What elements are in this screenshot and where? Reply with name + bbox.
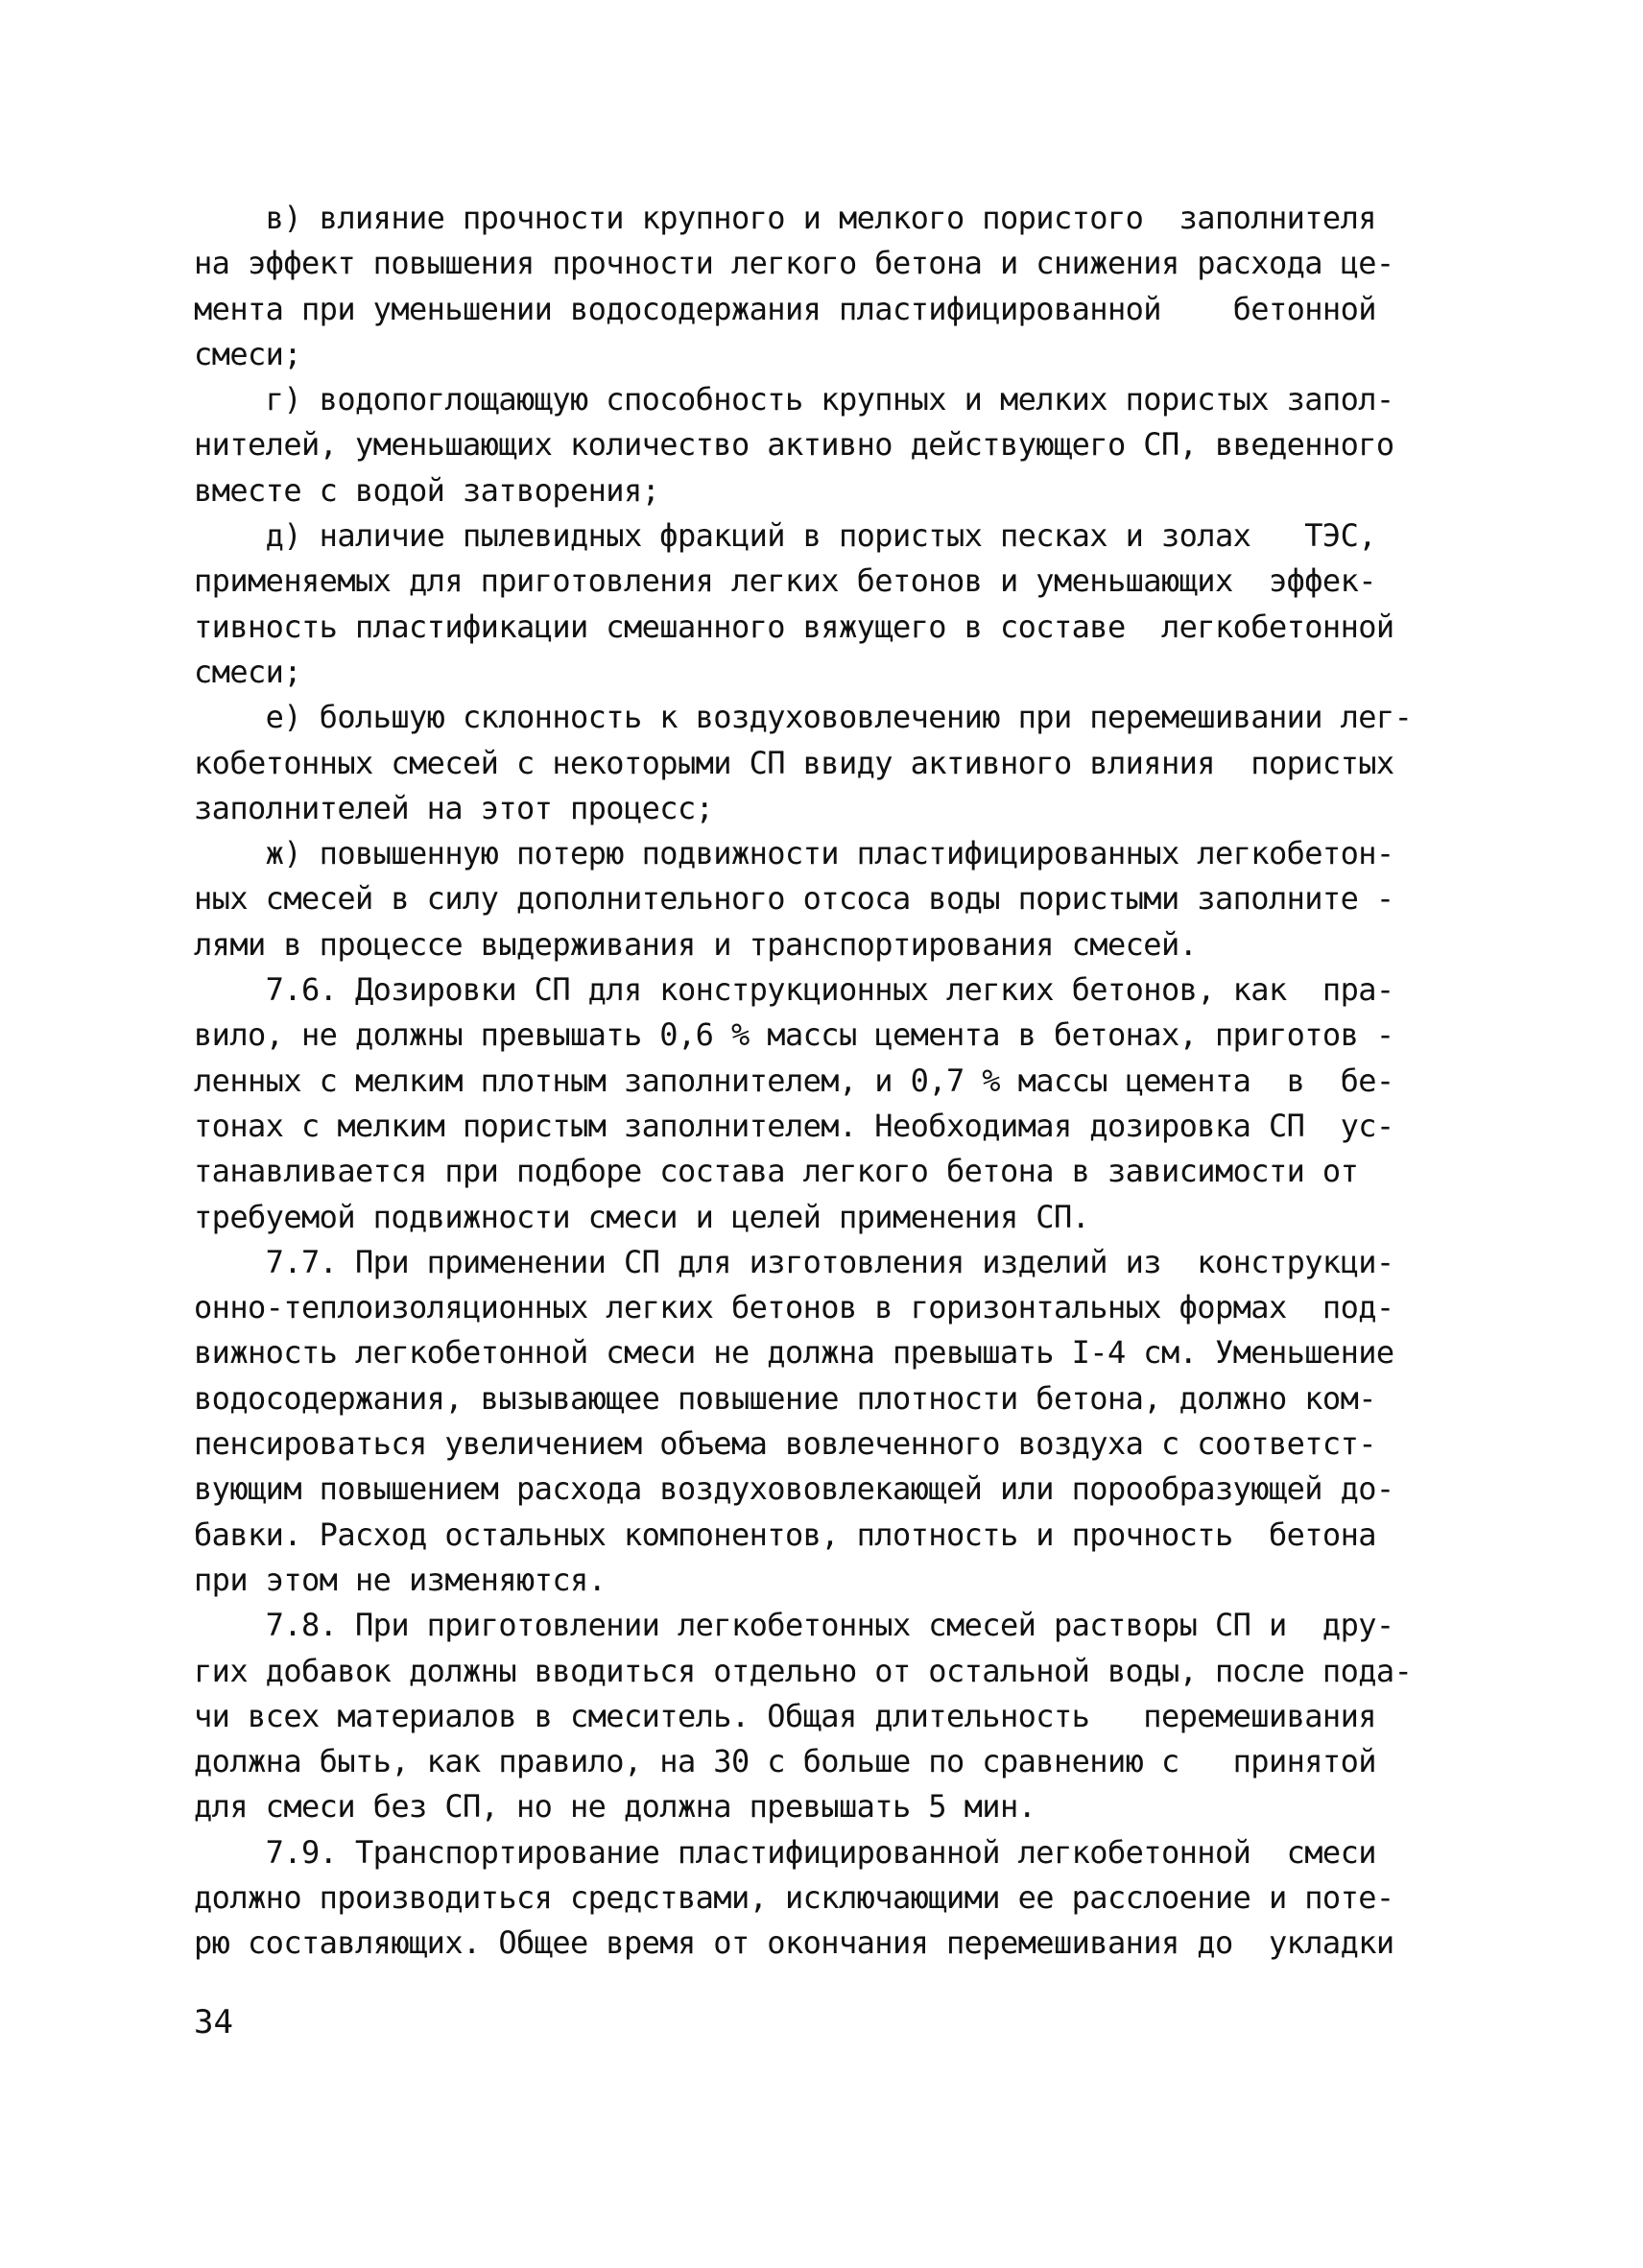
page-number: 34 (194, 2003, 233, 2041)
text-line: ж) повышенную потерю подвижности пластифицированных легкобетон- (194, 835, 1394, 872)
text-line: нителей, уменьшающих количество активно действующего СП, введенного (194, 426, 1394, 464)
text-line: танавливается при подборе состава легкого бетона в зависимости от (194, 1153, 1359, 1190)
document-body (194, 196, 1441, 1967)
text-line: ленных с мелким плотным заполнителем, и 0,7 % массы цемента в бе- (194, 1062, 1394, 1099)
text-line: тонах с мелким пористым заполнителем. Необходимая дозировка СП ус- (194, 1107, 1394, 1144)
text-line: заполнителей на этот процесс; (194, 789, 714, 826)
text-line: в) влияние прочности крупного и мелкого пористого заполнителя (194, 200, 1376, 236)
text-line: вижность легкобетонной смеси не должна превышать I-4 см. Уменьшение (194, 1334, 1394, 1372)
text-line: кобетонных смесей с некоторыми СП ввиду активного влияния пористых (194, 744, 1394, 781)
text-line: 7.8. При приготовлении легкобетонных смесей растворы СП и дру- (194, 1607, 1394, 1644)
text-line: гих добавок должны вводиться отдельно от остальной воды, после пода- (194, 1652, 1413, 1689)
text-line: тивность пластификации смешанного вяжущего в составе легкобетонной (194, 608, 1394, 645)
text-line: ных смесей в силу дополнительного отсоса воды пористыми заполните - (194, 880, 1394, 918)
text-line: смеси; (194, 335, 301, 372)
text-line: рю составляющих. Общее время от окончания перемешивания до укладки (194, 1924, 1394, 1962)
text-line: д) наличие пылевидных фракций в пористых песках и золах ТЭС, (194, 517, 1376, 555)
text-line: чи всех материалов в смеситель. Общая длительность перемешивания (194, 1697, 1376, 1734)
text-line: лями в процессе выдерживания и транспортирования смесей. (194, 925, 1198, 963)
text-line: пенсироваться увеличением объема вовлеченного воздуха с соответст- (194, 1425, 1376, 1463)
text-line: применяемых для приготовления легких бетонов и уменьшающих эффек- (194, 562, 1376, 600)
text-line: вующим повышением расхода воздухововлекающей или порообразующей до- (194, 1470, 1394, 1508)
text-line: бавки. Расход остальных компонентов, плотность и прочность бетона (194, 1516, 1376, 1553)
text-line: вило, не должны превышать 0,6 % массы цемента в бетонах, приготов - (194, 1016, 1394, 1054)
text-line: должна быть, как правило, на 30 с больше по сравнению с принятой (194, 1743, 1376, 1780)
text-line: мента при уменьшении водосодержания пластифицированной бетонной (194, 290, 1376, 327)
text-line: 7.6. Дозировки СП для конструкционных легких бетонов, как пра- (194, 971, 1394, 1009)
text-line: онно-теплоизоляционных легких бетонов в горизонтальных формах под- (194, 1289, 1394, 1326)
text-line: 7.9. Транспортирование пластифицированной легкобетонной смеси (194, 1833, 1376, 1871)
text-line: 7.7. При применении СП для изготовления изделий из конструкци- (194, 1243, 1394, 1280)
text-line: г) водопоглощающую способность крупных и мелких пористых запол- (194, 381, 1394, 418)
text-line: водосодержания, вызывающее повышение плотности бетона, должно ком- (194, 1379, 1376, 1417)
text-line: на эффект повышения прочности легкого бетона и снижения расхода це- (194, 245, 1394, 282)
text-line: требуемой подвижности смеси и целей применения СП. (194, 1198, 1090, 1235)
text-line: должно производиться средствами, исключающими ее расслоение и поте- (194, 1878, 1394, 1916)
text-line: е) большую склонность к воздухововлечению при перемешивании лег- (194, 699, 1413, 736)
text-line: вместе с водой затворения; (194, 471, 660, 509)
text-line: для смеси без СП, но не должна превышать 5 мин. (194, 1788, 1036, 1826)
text-line: при этом не изменяются. (194, 1561, 607, 1598)
text-line: смеси; (194, 653, 301, 690)
